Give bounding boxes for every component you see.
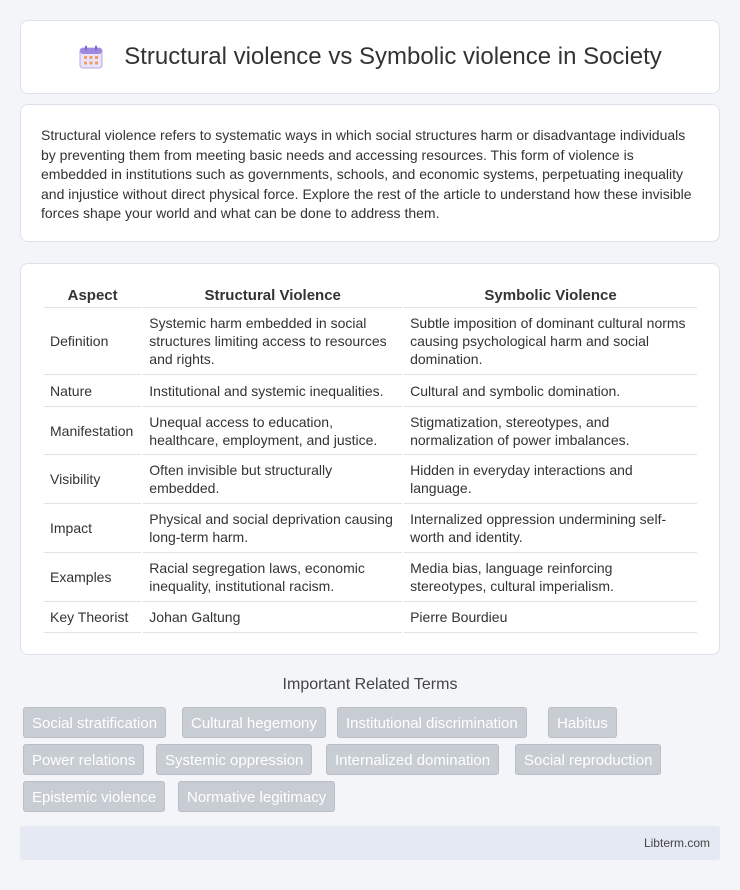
row-symbolic: Pierre Bourdieu [404,602,697,633]
row-structural: Johan Galtung [143,602,402,633]
header-card [20,20,720,94]
row-aspect: Definition [44,308,141,375]
table-row [44,407,697,455]
footer-site-link[interactable]: Libterm.com [643,836,710,850]
footer [20,826,720,860]
intro-card [20,104,720,242]
row-aspect: Manifestation [44,407,141,455]
term-tag[interactable]: Internalized domination [326,744,499,775]
table-row [44,553,697,602]
term-tag[interactable]: Social stratification [23,707,166,738]
header-symbolic-violence: Symbolic Violence [404,286,697,308]
row-symbolic: Cultural and symbolic domination. [404,375,697,407]
row-aspect: Impact [44,504,141,553]
row-structural: Physical and social deprivation causing long-term harm. [143,504,402,553]
row-aspect: Key Theorist [44,602,141,633]
row-aspect: Nature [44,375,141,407]
term-tag[interactable]: Social reproduction [515,744,661,775]
row-structural: Systemic harm embedded in social structures limiting access to resources and rights. [143,308,402,375]
row-symbolic: Internalized oppression undermining self-worth and identity. [404,504,697,553]
row-structural: Institutional and systemic inequalities. [143,375,402,407]
row-structural: Racial segregation laws, economic inequality, institutional racism. [143,553,402,602]
term-tag[interactable]: Habitus [548,707,617,738]
calendar-icon [78,44,104,70]
table-row [44,375,697,407]
comparison-card [20,263,720,655]
table-row [44,308,697,375]
row-symbolic: Hidden in everyday interactions and language. [404,455,697,504]
table-row [44,602,697,633]
table-row [44,455,697,504]
related-terms-title: Important Related Terms [282,676,458,693]
row-aspect: Examples [44,553,141,602]
term-tag[interactable]: Institutional discrimination [337,707,527,738]
row-structural: Often invisible but structurally embedded. [143,455,402,504]
term-tag[interactable]: Systemic oppression [156,744,312,775]
header-aspect: Aspect [44,286,141,308]
page-title: Structural violence vs Symbolic violence in Society [124,43,662,70]
row-aspect: Visibility [44,455,141,504]
table-header-row [44,286,697,308]
term-tag[interactable]: Normative legitimacy [178,781,335,812]
row-symbolic: Subtle imposition of dominant cultural norms causing psychological harm and social domination. [404,308,697,375]
row-structural: Unequal access to education, healthcare, employment, and justice. [143,407,402,455]
header-structural-violence: Structural Violence [143,286,402,308]
row-symbolic: Stigmatization, stereotypes, and normalization of power imbalances. [404,407,697,455]
comparison-table [42,286,699,633]
term-tag[interactable]: Epistemic violence [23,781,165,812]
intro-text: Structural violence refers to systematic ways in which social structures harm or disadvantage individuals by preventing them from meeting basic needs and accessing resources. This form of violence is embedded in institutions such as governments, schools, and economic systems, perpetuating inequality and injustice without direct physical force. Explore the rest of the article to understand how these invisible forces shape your world and what can be done to address them. [41,127,692,221]
table-row [44,504,697,553]
term-tag[interactable]: Cultural hegemony [182,707,326,738]
header [78,43,662,71]
row-symbolic: Media bias, language reinforcing stereotypes, cultural imperialism. [404,553,697,602]
term-tag[interactable]: Power relations [23,744,144,775]
